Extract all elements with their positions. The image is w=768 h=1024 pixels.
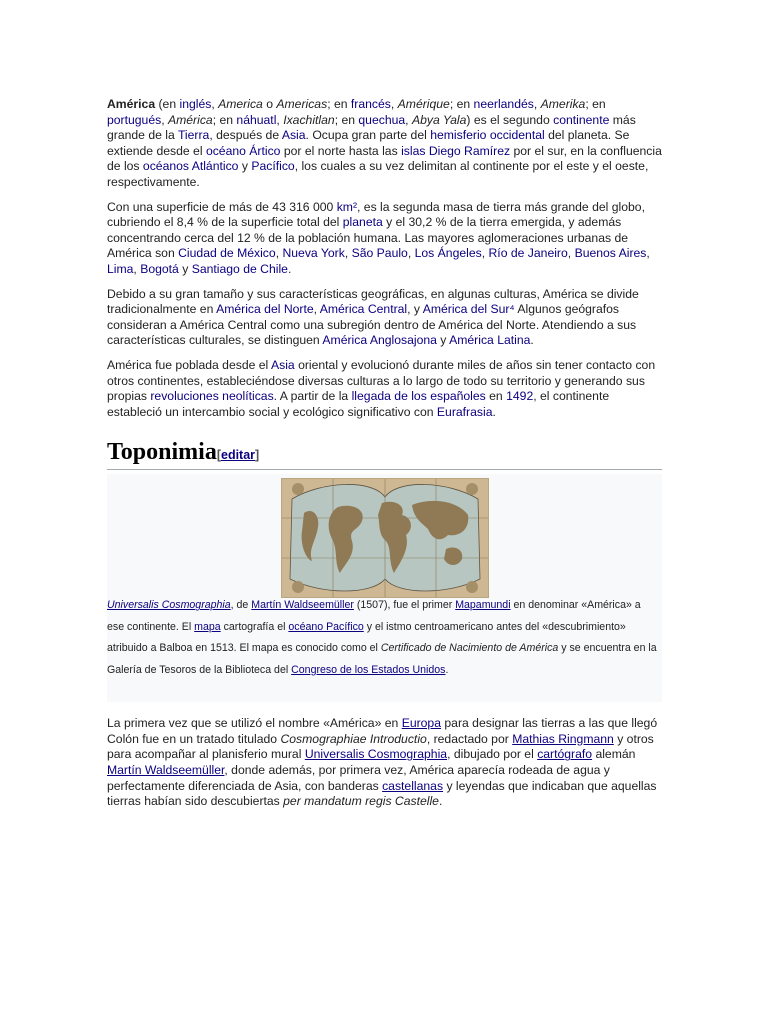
link-neerlandes[interactable]: neerlandés	[473, 97, 534, 111]
link-islas-diego-ramirez[interactable]: islas Diego Ramírez	[401, 143, 511, 158]
reference-4[interactable]: ⁴	[509, 302, 515, 317]
link-hemisferio-occidental[interactable]: hemisferio occidental	[430, 128, 545, 143]
edit-link[interactable]: editar	[221, 448, 256, 463]
link-nahuatl[interactable]: náhuatl	[236, 112, 277, 127]
edit-section-link: [editar]	[216, 448, 260, 463]
intro-paragraph-2: Con una superficie de más de 43 316 000 km², es la segunda masa de tierra más grande del globo, cubriendo el 8,4 % de la superficie total del planeta y el 30,2 % de la tierra emergida, y además concentrando cerca del 12 % de la población humana. Las mayores aglomeraciones urbanas de América son Ciudad de México, Nueva York, São Paulo, Los Ángeles, Río de Janeiro, Buenos Aires, Lima, Bogotá y Santiago de Chile.	[107, 199, 650, 276]
link-buenos-aires[interactable]: Buenos Aires	[574, 246, 647, 261]
figure-caption: Universalis Cosmographia, de Martín Waldseemüller (1507), fue el primer Mapamundi en denominar «América» a ese continente. El mapa cartografía el océano Pacífico y el istmo centroamericano antes del «descubrimiento» atribuido a Balboa en 1513. El mapa es conocido como el Certificado de Nacimiento de América y se encuentra en la Galería de Tesoros de la Biblioteca del Congreso de los Estados Unidos.	[107, 599, 657, 676]
article-subject: América	[107, 97, 156, 111]
link-america-del-norte[interactable]: América del Norte	[216, 302, 314, 317]
section-heading-toponimia	[107, 439, 662, 470]
intro-paragraph-3: Debido a su gran tamaño y sus características geográficas, en algunas culturas, América se divide tradicionalmente en América del Norte, América Central, y América del Sur⁴ Algunos geógrafos consideran a América Central como una subregión dentro de América del Norte. Atendiendo a sus características culturales, se distinguen América Anglosajona y América Latina.	[107, 286, 639, 348]
link-oceano-atlantico[interactable]: océanos Atlántico	[142, 159, 239, 174]
link-mapamundi[interactable]: Mapamundi	[455, 599, 511, 612]
link-1492[interactable]: 1492	[506, 389, 534, 404]
link-llegada-de-los-espanoles[interactable]: llegada de los españoles	[351, 389, 486, 404]
link-america-del-sur[interactable]: América del Sur	[422, 302, 510, 317]
link-europa[interactable]: Europa	[401, 716, 441, 731]
link-km2[interactable]: km²	[336, 199, 358, 214]
link-mathias-ringmann[interactable]: Mathias Ringmann	[512, 731, 614, 746]
link-castellanas[interactable]: castellanas	[382, 778, 444, 793]
link-ingles[interactable]: inglés	[179, 97, 212, 111]
link-frances[interactable]: francés	[350, 97, 391, 111]
link-oceano-artico[interactable]: océano Ártico	[205, 143, 281, 158]
link-sao-paulo[interactable]: São Paulo	[351, 246, 408, 261]
link-america-anglosajona[interactable]: América Anglosajona	[322, 333, 437, 348]
link-mapa[interactable]: mapa	[194, 620, 221, 633]
link-santiago-de-chile[interactable]: Santiago de Chile	[191, 261, 288, 276]
link-america-latina[interactable]: América Latina	[449, 333, 531, 348]
link-portugues[interactable]: portugués	[107, 112, 162, 127]
map-figure	[107, 474, 662, 702]
link-tierra[interactable]: Tierra	[177, 128, 210, 143]
link-quechua[interactable]: quechua	[358, 112, 406, 127]
link-america-central[interactable]: América Central	[319, 302, 408, 317]
link-rio-de-janeiro[interactable]: Río de Janeiro	[488, 246, 568, 261]
section-title: Toponimia	[107, 439, 217, 466]
link-asia[interactable]: Asia	[281, 128, 306, 143]
intro-paragraph-4: América fue poblada desde el Asia oriental y evolucionó durante miles de años sin tener contacto con otros continentes, estableciéndose diversas culturas a lo largo de todo su territorio y generando sus propias revoluciones neolíticas. A partir de la llegada de los españoles en 1492, el continente estableció un intercambio social y ecológico significativo con Eurafrasia.	[107, 357, 656, 419]
link-universalis-cosmographia[interactable]: Universalis Cosmographia	[107, 599, 231, 612]
link-bogota[interactable]: Bogotá	[140, 261, 179, 276]
link-oceano-pacifico[interactable]: océano Pacífico	[288, 620, 364, 633]
link-revoluciones-neoliticas[interactable]: revoluciones neolíticas	[150, 389, 274, 404]
link-los-angeles[interactable]: Los Ángeles	[414, 246, 482, 261]
link-asia-oriental[interactable]: Asia	[270, 357, 295, 372]
link-cartografo[interactable]: cartógrafo	[537, 747, 593, 762]
link-martin-waldseemuller[interactable]: Martín Waldseemüller	[251, 599, 354, 612]
link-continente[interactable]: continente	[553, 112, 610, 127]
link-martin-waldseemuller-2[interactable]: Martín Waldseemüller	[107, 763, 225, 778]
article-body	[107, 97, 662, 819]
world-map-image[interactable]	[281, 478, 489, 598]
link-lima[interactable]: Lima	[107, 261, 134, 276]
link-universalis-cosmographia-2[interactable]: Universalis Cosmographia	[304, 747, 448, 762]
link-ciudad-de-mexico[interactable]: Ciudad de México	[178, 246, 276, 261]
link-planeta[interactable]: planeta	[342, 215, 383, 230]
link-congreso-de-los-estados-unidos[interactable]: Congreso de los Estados Unidos	[291, 663, 446, 676]
toponimia-paragraph: La primera vez que se utilizó el nombre «América» en Europa para designar las tierras a las que llegó Colón fue en un tratado titulado Cosmographiae Introductio, redactado por Mathias Ringmann y otros para acompañar al planisferio mural Universalis Cosmographia, dibujado por el cartógrafo alemán Martín Waldseemüller, donde además, por primera vez, América aparecía rodeada de agua y perfectamente diferenciada de Asia, con banderas castellanas y leyendas que indicaban que aquellas tierras habían sido descubiertas per mandatum regis Castelle.	[107, 716, 658, 809]
intro-paragraph-1: América (en inglés, America o Americas; en francés, Amérique; en neerlandés, Amerika; en portugués, América; en náhuatl, Ixachitlan; en quechua, Abya Yala) es el segundo continente más grande de la Tierra, después de Asia. Ocupa gran parte del hemisferio occidental del planeta. Se extiende desde el océano Ártico por el norte hasta las islas Diego Ramírez por el sur, en la confluencia de los océanos Atlántico y Pacífico, los cuales a su vez delimitan al continente por el este y el oeste, respectivamente.	[107, 97, 662, 189]
link-nueva-york[interactable]: Nueva York	[282, 246, 345, 261]
link-eurafrasia[interactable]: Eurafrasia	[436, 404, 493, 419]
waldseemuller-map-drawing	[282, 479, 488, 597]
link-pacifico[interactable]: Pacífico	[251, 159, 295, 174]
